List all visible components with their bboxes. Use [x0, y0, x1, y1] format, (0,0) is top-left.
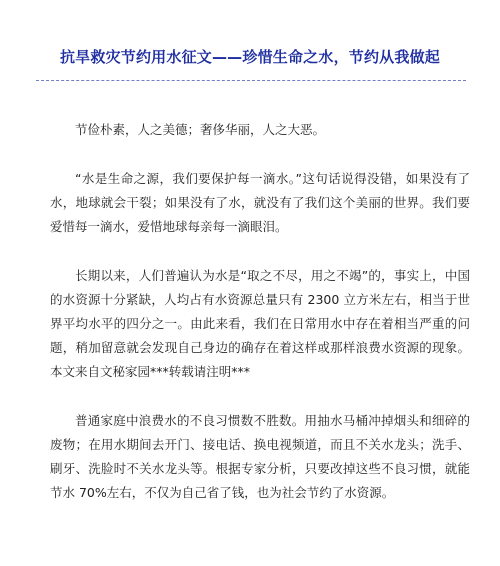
paragraph-1: 节俭朴素，人之美德；奢侈华丽，人之大恶。 [75, 122, 326, 137]
title-divider [36, 80, 466, 81]
article-body [50, 118, 470, 530]
paragraph-2: “水是生命之源，我们要保护每一滴水。”这句话说得没错，如果没有了水，地球就会干裂；如果没有了水，就没有了我们这个美丽的世界。我们要爱惜每一滴水，爱惜地球每亲每一滴眼泪。 [50, 171, 470, 234]
paragraph-4: 普通家庭中浪费水的不良习惯数不胜数。用抽水马桶冲掉烟头和细碎的废物；在用水期间去开门、接电话、换电视频道，而且不关水龙头；洗手、刷牙、洗脸时不关水龙头等。根据专家分析，只要改掉这些不良习惯，就能节水 70%左右，不仅为自己省了钱，也为社会节约了水资源。 [50, 413, 470, 500]
page-title: 抗旱救灾节约用水征文——珍惜生命之水，节约从我做起 [59, 48, 440, 66]
paragraph-3: 长期以来，人们普遍认为水是“取之不尽，用之不竭”的，事实上，中国的水资源十分紧缺，人均占有水资源总量只有 2300 立方米左右，相当于世界平均水平的四分之一。由此来看，我们在日常用水中存在着相当严重的问题，稍加留意就会发现自己身边的确存在着这样或那样浪费水资源的现象。本文来自文秘家园***转载请注明*** [50, 268, 470, 379]
